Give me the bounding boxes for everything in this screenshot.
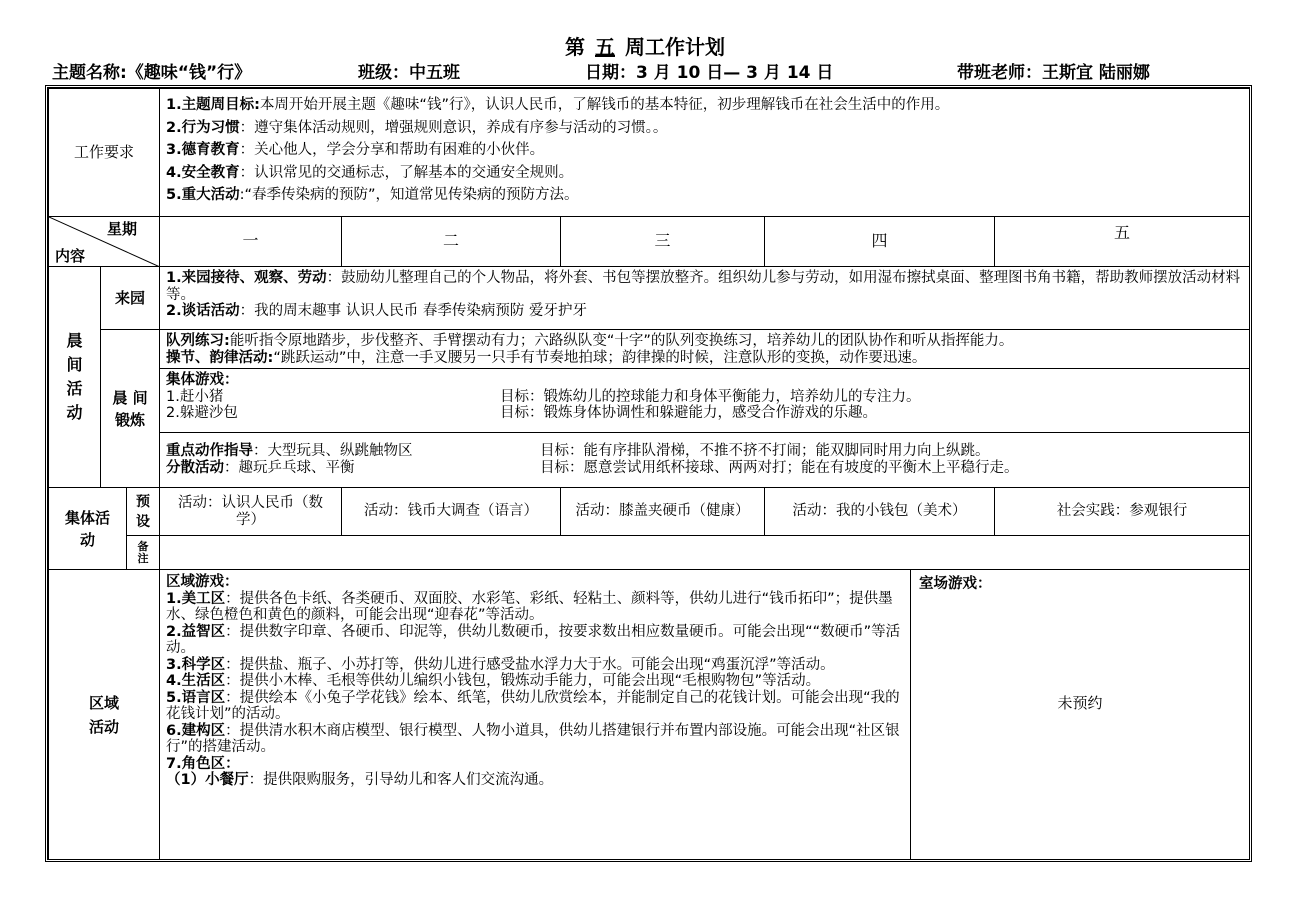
outdoor-status: 未预约 [1057, 694, 1103, 712]
day-header: 二 [342, 217, 561, 267]
queue-row [49, 330, 1250, 369]
group-activity: 社会实践：参观银行 [995, 488, 1250, 536]
area-item: 7.角色区： [166, 755, 240, 772]
work-item: 5.重大活动:“春季传染病的预防”，知道常见传染病的预防方法。 [166, 187, 579, 203]
day-header: 五 [995, 217, 1250, 267]
group-preset-row [49, 488, 1250, 536]
title-prefix: 第 [565, 35, 585, 59]
area-item: 4.生活区：提供小木棒、毛根等供幼儿编织小钱包，锻炼动手能力，可能会出现“毛根购物包”等活动。 [166, 673, 821, 689]
group-label: 集体活动 [49, 488, 127, 570]
area-item: 1.美工区：提供各色卡纸、各类硬币、双面胶、水彩笔、彩纸、轻粘土、颜料等，供幼儿进行“钱币拓印”；提供墨水、绿色橙色和黄色的颜料，可能会出现“迎春花”等活动。 [166, 590, 893, 623]
queue-content: 队列练习:能听指令原地踏步，步伐整齐、手臂摆动有力；六路纵队变“十字”的队列变换练习，培养幼儿的团队协作和听从指挥能力。 操节、韵律活动:“跳跃运动”中，注意一手叉腰另一只手有节奏地拍球；韵律操的时候，注意队形的变换，动作要迅速。 [160, 330, 1250, 369]
game-item: 1.赶小猪 目标：锻炼幼儿的控球能力和身体平衡能力，培养幼儿的专注力。 [166, 388, 921, 405]
note-label: 备注 [127, 536, 160, 570]
area-item: （1）小餐厅：提供限购服务，引导幼儿和客人们交流沟通。 [166, 772, 554, 788]
group-activity: 活动：钱币大调查（语言） [342, 488, 561, 536]
focus-item: 分散活动：趣玩乒乓球、平衡 目标：愿意尝试用纸杯接球、两两对打；能在有坡度的平衡木上平稳行走。 [166, 459, 1019, 476]
arrival-label: 来园 [101, 267, 160, 330]
focus-content [160, 433, 1250, 488]
group-activity: 活动：我的小钱包（美术） [765, 488, 995, 536]
class-name: 班级：中五班 [358, 63, 460, 83]
weekday-corner [49, 217, 160, 267]
area-heading: 区域游戏： [166, 574, 239, 590]
area-item: 3.科学区：提供盐、瓶子、小苏打等，供幼儿进行感受盐水浮力大于水。可能会出现“鸡蛋沉浮”等活动。 [166, 656, 835, 673]
game-item: 2.躲避沙包 目标：锻炼身体协调性和躲避能力，感受合作游戏的乐趣。 [166, 405, 878, 421]
plan-table [48, 88, 1250, 860]
note-content [160, 536, 1250, 570]
area-label: 区域活动 [49, 570, 160, 860]
group-note-row [49, 536, 1250, 570]
games-row [49, 369, 1250, 433]
group-activity: 活动：膝盖夹硬币（健康） [561, 488, 765, 536]
area-item: 6.建构区：提供清水积木商店模型、银行模型、人物小道具，供幼儿搭建银行并布置内部设施。可能会出现“社区银行”的搭建活动。 [166, 722, 900, 755]
outdoor-cell [911, 570, 1250, 860]
area-content [160, 570, 911, 860]
corner-top-label: 星期 [107, 220, 138, 238]
teacher-names: 带班老师：王斯宜 陆丽娜 [957, 63, 1150, 83]
day-header: 三 [561, 217, 765, 267]
day-header: 四 [765, 217, 995, 267]
games-content [160, 369, 1250, 433]
work-label: 工作要求 [49, 89, 160, 217]
arrival-row [49, 267, 1250, 330]
area-row [49, 570, 1250, 860]
work-item: 2.行为习惯：遵守集体活动规则，增强规则意识，养成有序参与活动的习惯。。 [166, 119, 668, 136]
weekday-row [49, 217, 1250, 267]
work-item: 4.安全教育：认识常见的交通标志，了解基本的交通安全规则。 [166, 164, 574, 181]
work-item: 3.德育教育：关心他人，学会分享和帮助有困难的小伙伴。 [166, 142, 545, 158]
outdoor-heading: 室场游戏： [919, 576, 992, 592]
games-heading: 集体游戏： [166, 372, 239, 388]
morning-label: 晨间活动 [49, 267, 101, 488]
focus-row [49, 433, 1250, 488]
work-content [160, 89, 1250, 217]
exercise-label: 晨 间锻炼 [101, 330, 160, 488]
theme-name: 主题名称:《趣味“钱”行》 [52, 63, 252, 83]
title-suffix: 周工作计划 [625, 35, 725, 59]
day-header: 一 [160, 217, 342, 267]
work-item: 1.主题周目标:本周开始开展主题《趣味“钱”行》，认识人民币，了解钱币的基本特征，初步理解钱币在社会生活中的作用。 [166, 97, 950, 113]
area-item: 5.语言区：提供绘本《小兔子学花钱》绘本、纸笔，供幼儿欣赏绘本，并能制定自己的花钱计划。可能会出现“我的花钱计划”的活动。 [166, 689, 900, 722]
focus-item: 重点动作指导：大型玩具、纵跳触物区 目标：能有序排队滑梯，不推不挤不打闹；能双脚同时用力向上纵跳。 [166, 443, 990, 459]
week-number: 五 [595, 35, 615, 59]
date-range: 日期：3 月 10 日— 3 月 14 日 [585, 63, 834, 83]
group-activity: 活动：认识人民币（数学） [160, 488, 342, 536]
preset-label: 预设 [127, 488, 160, 536]
work-row [49, 89, 1250, 217]
arrival-content: 1.来园接待、观察、劳动：鼓励幼儿整理自己的个人物品，将外套、书包等摆放整齐。组织幼儿参与劳动，如用湿布擦拭桌面、整理图书角书籍，帮助教师摆放活动材料等。 2.谈话活动：我的周末趣事 认识人民币 春季传染病预防 爱牙护牙 [160, 267, 1250, 330]
page-title [0, 34, 1290, 60]
corner-bottom-label: 内容 [55, 246, 86, 265]
area-item: 2.益智区：提供数字印章、各硬币、印泥等，供幼儿数硬币，按要求数出相应数量硬币。可能会出现““数硬币”等活动。 [166, 623, 901, 656]
